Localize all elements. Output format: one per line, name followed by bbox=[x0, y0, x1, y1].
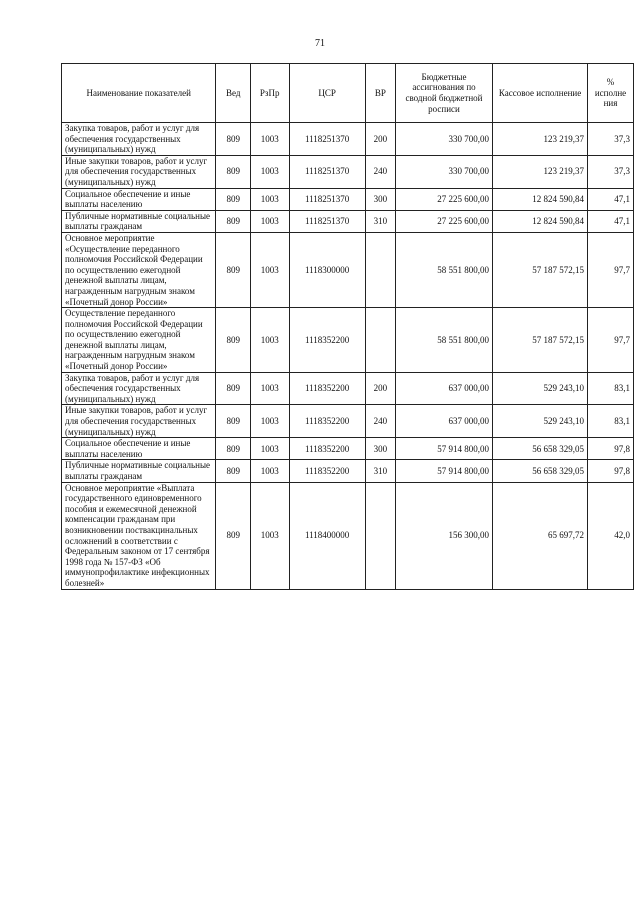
cell-ved: 809 bbox=[216, 482, 250, 589]
cell-assignments: 27 225 600,00 bbox=[395, 210, 492, 232]
cell-percent: 42,0 bbox=[588, 482, 634, 589]
table-row bbox=[62, 232, 634, 307]
cell-rzpr: 1003 bbox=[250, 123, 289, 156]
cell-csr: 1118251370 bbox=[289, 188, 365, 210]
cell-rzpr: 1003 bbox=[250, 232, 289, 307]
cell-rzpr: 1003 bbox=[250, 188, 289, 210]
cell-cash-execution: 529 243,10 bbox=[493, 372, 588, 405]
cell-ved: 809 bbox=[216, 123, 250, 156]
cell-assignments: 330 700,00 bbox=[395, 155, 492, 188]
cell-csr: 1118352200 bbox=[289, 460, 365, 482]
cell-name: Закупка товаров, работ и услуг для обеспечения государственных (муниципальных) нужд bbox=[62, 372, 216, 405]
header-name: Наименование показателей bbox=[62, 64, 216, 123]
cell-cash-execution: 123 219,37 bbox=[493, 155, 588, 188]
cell-assignments: 637 000,00 bbox=[395, 405, 492, 438]
cell-csr: 1118400000 bbox=[289, 482, 365, 589]
cell-ved: 809 bbox=[216, 308, 250, 373]
cell-csr: 1118352200 bbox=[289, 405, 365, 438]
cell-vr bbox=[365, 232, 395, 307]
table-row bbox=[62, 460, 634, 482]
cell-name: Публичные нормативные социальные выплаты гражданам bbox=[62, 460, 216, 482]
header-cash-execution: Кассовое исполнение bbox=[493, 64, 588, 123]
cell-cash-execution: 56 658 329,05 bbox=[493, 438, 588, 460]
cell-percent: 97,8 bbox=[588, 460, 634, 482]
cell-vr: 300 bbox=[365, 438, 395, 460]
cell-percent: 97,7 bbox=[588, 232, 634, 307]
cell-cash-execution: 57 187 572,15 bbox=[493, 232, 588, 307]
cell-assignments: 637 000,00 bbox=[395, 372, 492, 405]
cell-vr: 310 bbox=[365, 460, 395, 482]
cell-ved: 809 bbox=[216, 438, 250, 460]
cell-rzpr: 1003 bbox=[250, 210, 289, 232]
table-row bbox=[62, 438, 634, 460]
header-percent: % исполне ния bbox=[588, 64, 634, 123]
cell-name: Основное мероприятие «Осуществление переданного полномочия Российской Федерации по осуществлению ежегодной денежной выплаты лицам, награжденным нагрудным знаком «Почетный донор России» bbox=[62, 232, 216, 307]
cell-assignments: 156 300,00 bbox=[395, 482, 492, 589]
cell-rzpr: 1003 bbox=[250, 308, 289, 373]
cell-csr: 1118251370 bbox=[289, 123, 365, 156]
table-row bbox=[62, 482, 634, 589]
cell-vr: 300 bbox=[365, 188, 395, 210]
cell-vr bbox=[365, 308, 395, 373]
cell-cash-execution: 56 658 329,05 bbox=[493, 460, 588, 482]
cell-percent: 97,7 bbox=[588, 308, 634, 373]
cell-csr: 1118352200 bbox=[289, 308, 365, 373]
cell-ved: 809 bbox=[216, 405, 250, 438]
cell-name: Иные закупки товаров, работ и услуг для обеспечения государственных (муниципальных) нужд bbox=[62, 405, 216, 438]
cell-name: Социальное обеспечение и иные выплаты населению bbox=[62, 188, 216, 210]
cell-rzpr: 1003 bbox=[250, 405, 289, 438]
header-row bbox=[62, 64, 634, 123]
cell-percent: 97,8 bbox=[588, 438, 634, 460]
cell-ved: 809 bbox=[216, 460, 250, 482]
header-vr: ВР bbox=[365, 64, 395, 123]
cell-cash-execution: 65 697,72 bbox=[493, 482, 588, 589]
cell-assignments: 58 551 800,00 bbox=[395, 232, 492, 307]
cell-ved: 809 bbox=[216, 210, 250, 232]
cell-vr bbox=[365, 482, 395, 589]
cell-csr: 1118251370 bbox=[289, 155, 365, 188]
cell-csr: 1118251370 bbox=[289, 210, 365, 232]
cell-percent: 47,1 bbox=[588, 188, 634, 210]
cell-rzpr: 1003 bbox=[250, 482, 289, 589]
cell-percent: 47,1 bbox=[588, 210, 634, 232]
cell-rzpr: 1003 bbox=[250, 155, 289, 188]
cell-cash-execution: 12 824 590,84 bbox=[493, 210, 588, 232]
header-rzpr: РзПр bbox=[250, 64, 289, 123]
cell-csr: 1118300000 bbox=[289, 232, 365, 307]
cell-name: Публичные нормативные социальные выплаты гражданам bbox=[62, 210, 216, 232]
cell-percent: 37,3 bbox=[588, 155, 634, 188]
header-csr: ЦСР bbox=[289, 64, 365, 123]
cell-name: Осуществление переданного полномочия Российской Федерации по осуществлению ежегодной денежной выплаты лицам, награжденным нагрудным знаком «Почетный донор России» bbox=[62, 308, 216, 373]
cell-cash-execution: 529 243,10 bbox=[493, 405, 588, 438]
cell-rzpr: 1003 bbox=[250, 372, 289, 405]
cell-vr: 240 bbox=[365, 155, 395, 188]
table-row bbox=[62, 210, 634, 232]
budget-table bbox=[61, 63, 634, 590]
cell-assignments: 27 225 600,00 bbox=[395, 188, 492, 210]
cell-percent: 37,3 bbox=[588, 123, 634, 156]
cell-csr: 1118352200 bbox=[289, 438, 365, 460]
page-number: 71 bbox=[315, 38, 325, 49]
table-row bbox=[62, 188, 634, 210]
cell-ved: 809 bbox=[216, 155, 250, 188]
cell-vr: 310 bbox=[365, 210, 395, 232]
header-assignments: Бюджетные ассигнования по сводной бюджетной росписи bbox=[395, 64, 492, 123]
cell-vr: 200 bbox=[365, 372, 395, 405]
cell-percent: 83,1 bbox=[588, 405, 634, 438]
table-row bbox=[62, 155, 634, 188]
cell-assignments: 57 914 800,00 bbox=[395, 438, 492, 460]
cell-cash-execution: 12 824 590,84 bbox=[493, 188, 588, 210]
cell-name: Закупка товаров, работ и услуг для обеспечения государственных (муниципальных) нужд bbox=[62, 123, 216, 156]
table-row bbox=[62, 372, 634, 405]
cell-cash-execution: 123 219,37 bbox=[493, 123, 588, 156]
cell-assignments: 57 914 800,00 bbox=[395, 460, 492, 482]
cell-rzpr: 1003 bbox=[250, 460, 289, 482]
table-row bbox=[62, 405, 634, 438]
table-row bbox=[62, 308, 634, 373]
header-ved: Вед bbox=[216, 64, 250, 123]
cell-name: Иные закупки товаров, работ и услуг для обеспечения государственных (муниципальных) нужд bbox=[62, 155, 216, 188]
cell-name: Основное мероприятие «Выплата государственного единовременного пособия и ежемесячной денежной компенсации гражданам при возникновении поствакцинальных осложнений в соответствии с Федеральным законом от 17 сентября 1998 года № 157-ФЗ «Об иммунопрофилактике инфекционных болезней» bbox=[62, 482, 216, 589]
cell-name: Социальное обеспечение и иные выплаты населению bbox=[62, 438, 216, 460]
cell-csr: 1118352200 bbox=[289, 372, 365, 405]
cell-assignments: 58 551 800,00 bbox=[395, 308, 492, 373]
cell-percent: 83,1 bbox=[588, 372, 634, 405]
cell-ved: 809 bbox=[216, 372, 250, 405]
cell-assignments: 330 700,00 bbox=[395, 123, 492, 156]
cell-cash-execution: 57 187 572,15 bbox=[493, 308, 588, 373]
table-row bbox=[62, 123, 634, 156]
cell-rzpr: 1003 bbox=[250, 438, 289, 460]
cell-vr: 200 bbox=[365, 123, 395, 156]
cell-ved: 809 bbox=[216, 188, 250, 210]
cell-ved: 809 bbox=[216, 232, 250, 307]
cell-vr: 240 bbox=[365, 405, 395, 438]
